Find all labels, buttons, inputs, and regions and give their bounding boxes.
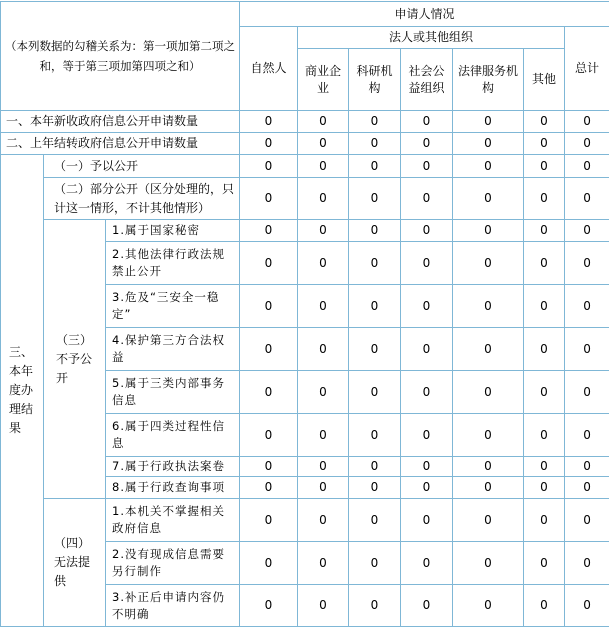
cell-value: 0 <box>240 477 298 499</box>
row-label: 3.危及“三安全一稳定” <box>106 285 240 328</box>
cell-value: 0 <box>349 328 401 371</box>
row-label: （二）部分公开（区分处理的，只计这一情形，不计其他情形） <box>44 178 240 220</box>
cell-value: 0 <box>298 155 349 178</box>
cell-value: 0 <box>349 111 401 133</box>
cell-value: 0 <box>240 414 298 457</box>
cell-value: 0 <box>240 111 298 133</box>
cell-value: 0 <box>453 542 524 585</box>
legal-group-header: 法人或其他组织 <box>298 27 565 49</box>
cell-value: 0 <box>298 242 349 285</box>
cell-value: 0 <box>240 155 298 178</box>
cell-value: 0 <box>349 371 401 414</box>
cell-value: 0 <box>524 457 565 477</box>
cell-value: 0 <box>240 285 298 328</box>
cell-value: 0 <box>565 242 609 285</box>
cell-value: 0 <box>565 133 609 155</box>
cell-value: 0 <box>401 220 453 242</box>
cell-value: 0 <box>524 178 565 220</box>
table-row <box>1 133 609 155</box>
row-label: （一）予以公开 <box>44 155 240 178</box>
cell-value: 0 <box>298 328 349 371</box>
cell-value: 0 <box>453 133 524 155</box>
cell-value: 0 <box>240 220 298 242</box>
cell-value: 0 <box>401 242 453 285</box>
cell-value: 0 <box>565 178 609 220</box>
table-row <box>1 220 609 242</box>
cell-value: 0 <box>524 585 565 627</box>
cell-value: 0 <box>240 371 298 414</box>
cell-value: 0 <box>565 477 609 499</box>
row-label: 6.属于四类过程性信息 <box>106 414 240 457</box>
cell-value: 0 <box>453 457 524 477</box>
cell-value: 0 <box>298 499 349 542</box>
cell-value: 0 <box>565 155 609 178</box>
row-label: 二、上年结转政府信息公开申请数量 <box>1 133 240 155</box>
cell-value: 0 <box>453 414 524 457</box>
cell-value: 0 <box>401 328 453 371</box>
cell-value: 0 <box>453 477 524 499</box>
applicant-info-header: 申请人情况 <box>240 2 609 27</box>
cell-value: 0 <box>349 155 401 178</box>
cell-value: 0 <box>298 585 349 627</box>
total-header: 总计 <box>565 27 609 111</box>
row-label: 8.属于行政查询事项 <box>106 477 240 499</box>
row-label: 4.保护第三方合法权益 <box>106 328 240 371</box>
cell-value: 0 <box>565 542 609 585</box>
cell-value: 0 <box>565 457 609 477</box>
row-label: 5.属于三类内部事务信息 <box>106 371 240 414</box>
note-header-cell: （本列数据的勾稽关系为：第一项加第二项之和，等于第三项加第四项之和） <box>1 2 240 111</box>
cell-value: 0 <box>524 133 565 155</box>
cell-value: 0 <box>524 542 565 585</box>
cell-value: 0 <box>401 499 453 542</box>
cell-value: 0 <box>298 457 349 477</box>
cell-value: 0 <box>401 178 453 220</box>
cell-value: 0 <box>401 155 453 178</box>
cell-value: 0 <box>240 178 298 220</box>
cell-value: 0 <box>524 111 565 133</box>
category-unable-provide-label: （四）无法提供 <box>44 499 106 627</box>
cell-value: 0 <box>298 285 349 328</box>
cell-value: 0 <box>524 220 565 242</box>
cell-value: 0 <box>349 242 401 285</box>
table-row <box>1 111 609 133</box>
cell-value: 0 <box>453 242 524 285</box>
row-label: 7.属于行政执法案卷 <box>106 457 240 477</box>
legal-service-header: 法律服务机构 <box>453 49 524 111</box>
disclosure-statistics-table <box>0 1 609 627</box>
cell-value: 0 <box>565 111 609 133</box>
cell-value: 0 <box>524 285 565 328</box>
row-label: 2.没有现成信息需要另行制作 <box>106 542 240 585</box>
row-label: 1.本机关不掌握相关政府信息 <box>106 499 240 542</box>
other-header: 其他 <box>524 49 565 111</box>
cell-value: 0 <box>349 133 401 155</box>
cell-value: 0 <box>298 371 349 414</box>
cell-value: 0 <box>565 285 609 328</box>
table-row <box>1 499 609 542</box>
cell-value: 0 <box>349 178 401 220</box>
cell-value: 0 <box>298 133 349 155</box>
table-row <box>1 178 609 220</box>
cell-value: 0 <box>524 242 565 285</box>
cell-value: 0 <box>453 499 524 542</box>
row-label: 一、本年新收政府信息公开申请数量 <box>1 111 240 133</box>
cell-value: 0 <box>524 371 565 414</box>
table-row <box>1 155 609 178</box>
cell-value: 0 <box>298 414 349 457</box>
cell-value: 0 <box>565 585 609 627</box>
cell-value: 0 <box>524 328 565 371</box>
natural-person-header: 自然人 <box>240 27 298 111</box>
cell-value: 0 <box>349 499 401 542</box>
commercial-header: 商业企业 <box>298 49 349 111</box>
cell-value: 0 <box>349 285 401 328</box>
cell-value: 0 <box>524 499 565 542</box>
cell-value: 0 <box>349 220 401 242</box>
cell-value: 0 <box>401 585 453 627</box>
cell-value: 0 <box>240 328 298 371</box>
cell-value: 0 <box>298 111 349 133</box>
cell-value: 0 <box>565 328 609 371</box>
cell-value: 0 <box>565 499 609 542</box>
cell-value: 0 <box>298 542 349 585</box>
cell-value: 0 <box>401 457 453 477</box>
section-three-label: 三、本年度办理结果 <box>1 155 44 627</box>
cell-value: 0 <box>565 220 609 242</box>
cell-value: 0 <box>240 542 298 585</box>
cell-value: 0 <box>453 585 524 627</box>
cell-value: 0 <box>298 220 349 242</box>
cell-value: 0 <box>240 133 298 155</box>
cell-value: 0 <box>453 178 524 220</box>
cell-value: 0 <box>401 371 453 414</box>
cell-value: 0 <box>524 155 565 178</box>
cell-value: 0 <box>349 585 401 627</box>
cell-value: 0 <box>453 371 524 414</box>
cell-value: 0 <box>349 542 401 585</box>
cell-value: 0 <box>401 414 453 457</box>
cell-value: 0 <box>298 178 349 220</box>
cell-value: 0 <box>298 477 349 499</box>
cell-value: 0 <box>565 414 609 457</box>
cell-value: 0 <box>349 477 401 499</box>
cell-value: 0 <box>401 285 453 328</box>
cell-value: 0 <box>565 371 609 414</box>
cell-value: 0 <box>453 111 524 133</box>
row-label: 2.其他法律行政法规禁止公开 <box>106 242 240 285</box>
cell-value: 0 <box>453 220 524 242</box>
cell-value: 0 <box>240 457 298 477</box>
cell-value: 0 <box>240 499 298 542</box>
cell-value: 0 <box>401 477 453 499</box>
cell-value: 0 <box>401 111 453 133</box>
cell-value: 0 <box>240 585 298 627</box>
row-label: 3.补正后申请内容仍不明确 <box>106 585 240 627</box>
cell-value: 0 <box>401 133 453 155</box>
cell-value: 0 <box>401 542 453 585</box>
cell-value: 0 <box>240 242 298 285</box>
cell-value: 0 <box>349 414 401 457</box>
cell-value: 0 <box>524 414 565 457</box>
cell-value: 0 <box>453 155 524 178</box>
cell-value: 0 <box>453 328 524 371</box>
category-not-disclosed-label: （三）不予公开 <box>44 220 106 499</box>
research-header: 科研机构 <box>349 49 401 111</box>
cell-value: 0 <box>453 285 524 328</box>
row-label: 1.属于国家秘密 <box>106 220 240 242</box>
cell-value: 0 <box>524 477 565 499</box>
cell-value: 0 <box>349 457 401 477</box>
social-welfare-header: 社会公益组织 <box>401 49 453 111</box>
